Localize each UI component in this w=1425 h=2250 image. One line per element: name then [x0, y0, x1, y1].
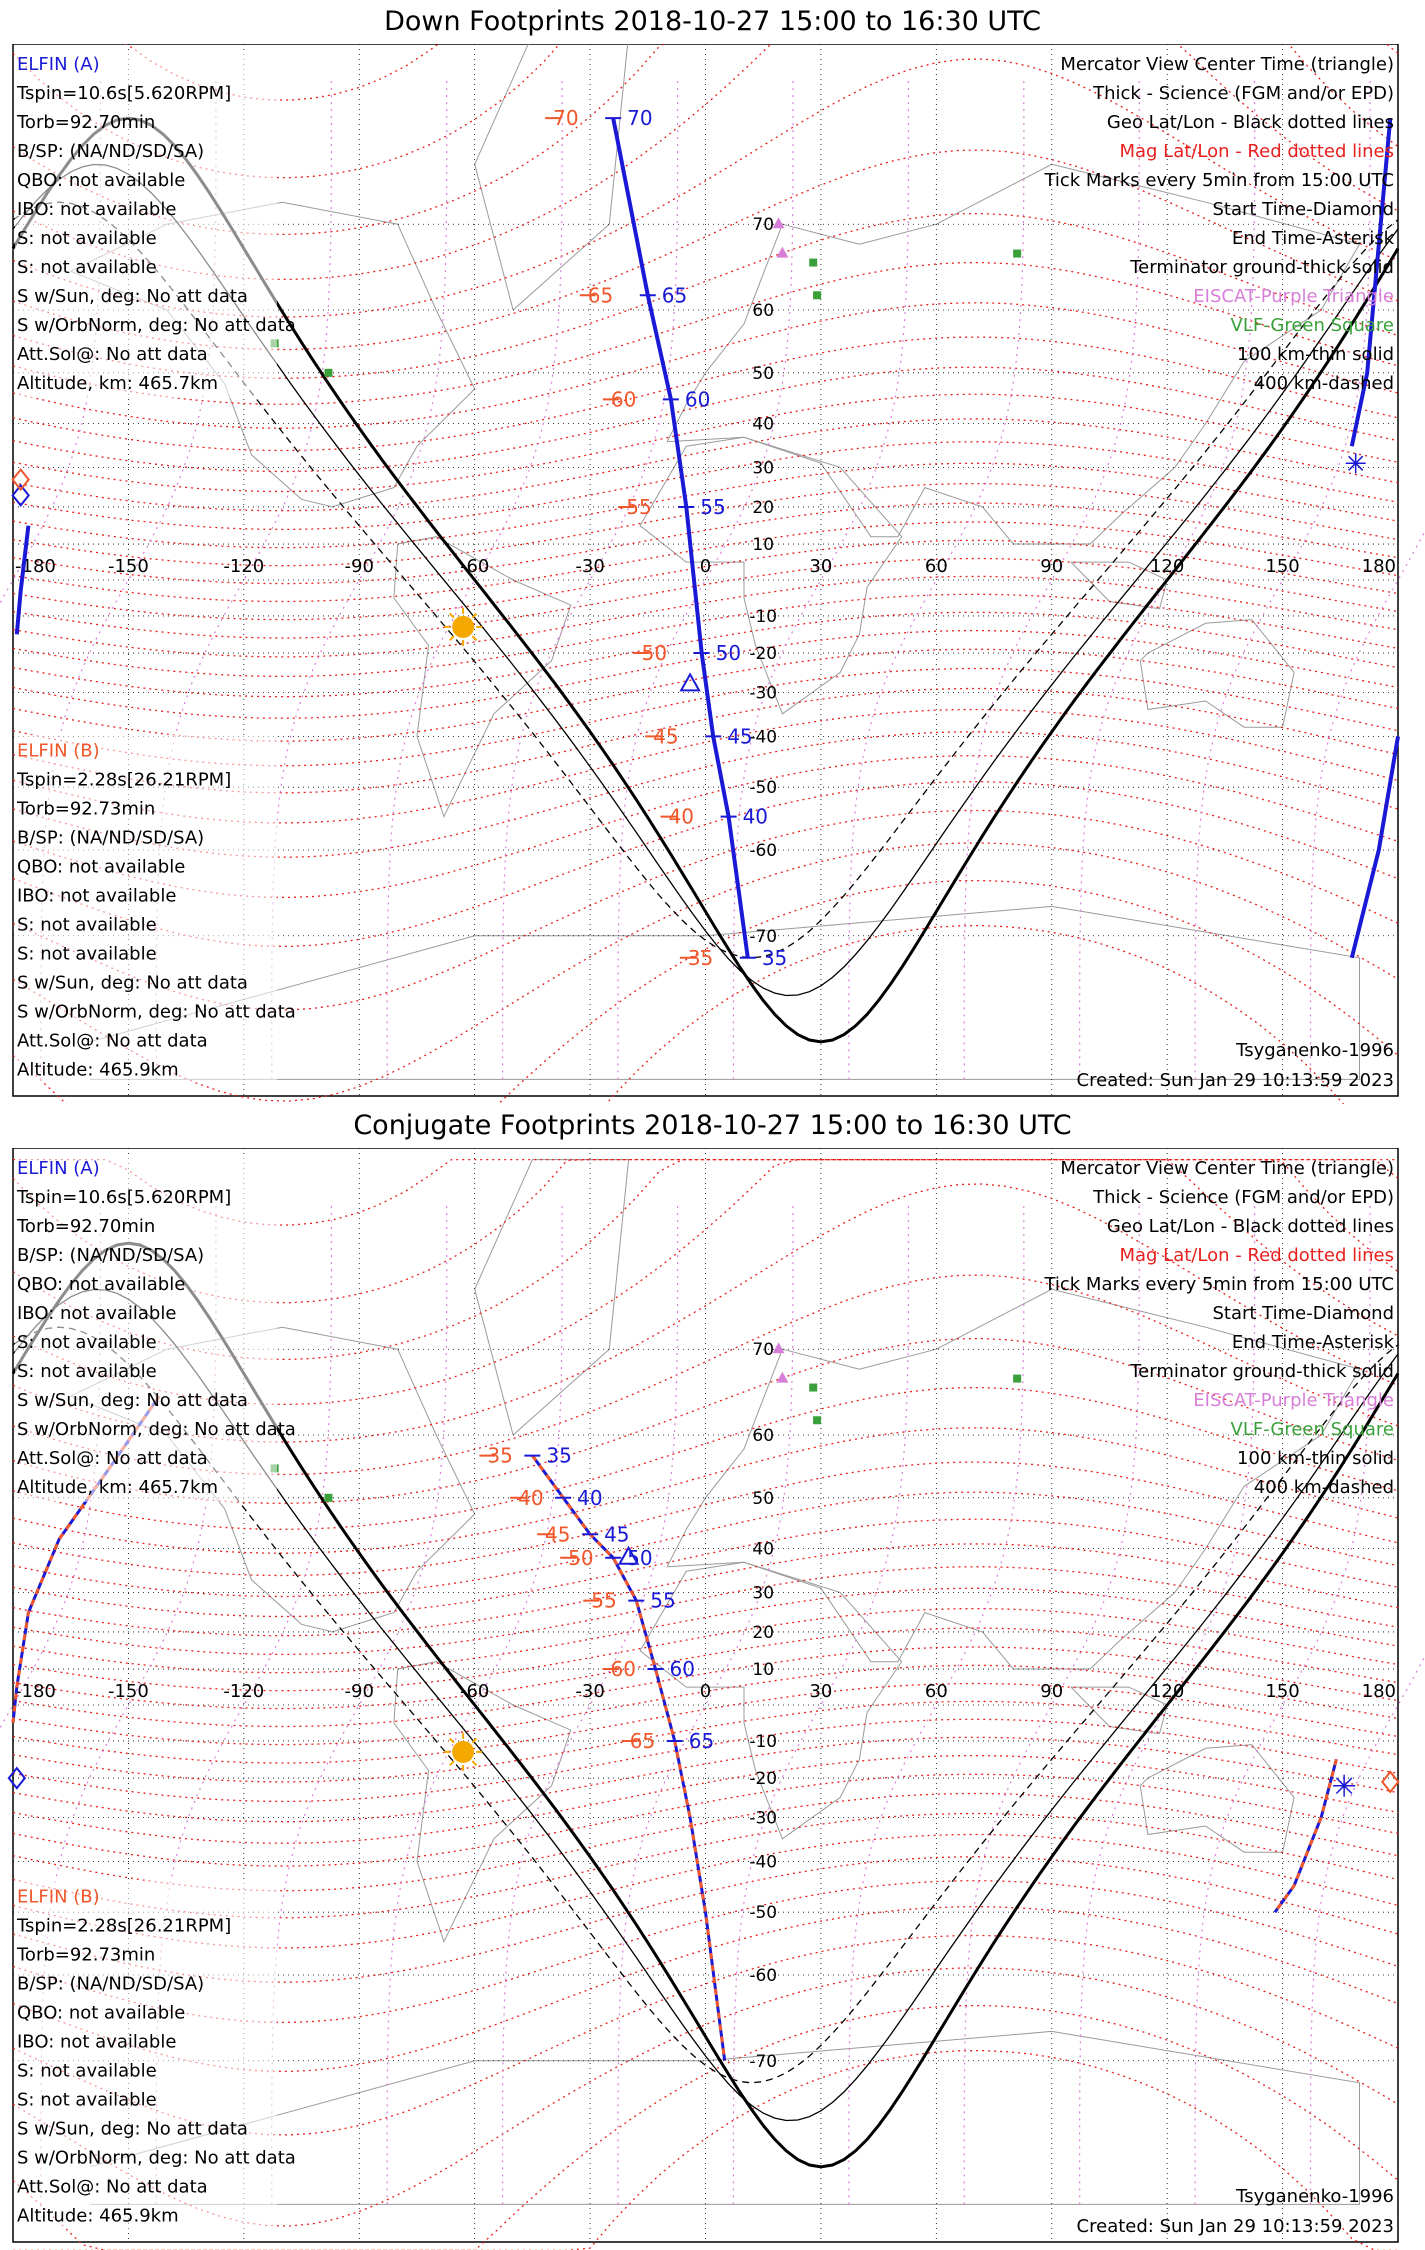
legend-entry: Tick Marks every 5min from 15:00 UTC	[1044, 170, 1394, 191]
lat-tick-label: -40	[749, 1852, 778, 1873]
lon-tick-label: 30	[809, 1681, 833, 1702]
track-a-tick-label: 70	[627, 106, 653, 131]
vlf-station-icon	[809, 259, 817, 267]
elfin-a-info-line: Altitude, km: 465.7km	[17, 373, 219, 394]
info-block-elfin-a	[15, 1154, 296, 1502]
info-block-elfin-b	[15, 735, 296, 1083]
lat-tick-label: -50	[749, 1903, 778, 1924]
legend-entry: Start Time-Diamond	[1212, 1303, 1394, 1324]
elfin-b-info-line: Torb=92.73min	[17, 1944, 156, 1966]
track-b-tick-label: 65	[587, 283, 614, 308]
lon-tick-label: -180	[15, 556, 56, 577]
elfin-a-info-line: Torb=92.70min	[17, 112, 156, 133]
track-b-tick-label: 60	[610, 387, 637, 412]
track-b-tick-label: 50	[641, 641, 668, 666]
elfin-b-info-line: S w/OrbNorm, deg: No att data	[17, 2147, 296, 2169]
track-a-tick-label: 50	[627, 1545, 653, 1570]
track-a-tick-label: 35	[761, 945, 788, 970]
lon-tick-label: 60	[924, 556, 948, 577]
lat-tick-label: -70	[749, 2051, 778, 2072]
lat-tick-label: -20	[749, 644, 778, 665]
sun-icon	[452, 1741, 474, 1763]
vlf-station-icon	[813, 291, 821, 299]
lon-tick-label: 30	[809, 556, 833, 577]
vlf-station-icon	[1013, 1375, 1021, 1383]
elfin-b-info-line: B/SP: (NA/ND/SD/SA)	[17, 827, 205, 849]
legend-entry: VLF-Green Square	[1230, 315, 1394, 336]
lon-tick-label: 0	[699, 1681, 712, 1702]
elfin-a-info-line: B/SP: (NA/ND/SD/SA)	[17, 141, 205, 162]
track-a-tick-label: 65	[688, 1728, 715, 1753]
created-timestamp: Created: Sun Jan 29 10:13:59 2023	[1076, 2216, 1394, 2237]
track-a-tick-label: 35	[546, 1443, 572, 1468]
vlf-station-icon	[809, 1384, 817, 1392]
lat-tick-label: 60	[752, 1426, 775, 1447]
elfin-a-info-line: QBO: not available	[17, 1274, 186, 1295]
track-b-tick-label: 65	[629, 1728, 656, 1753]
lat-tick-label: -10	[749, 606, 778, 627]
track-b-tick-label: 45	[653, 724, 679, 749]
elfin-a-info-line: QBO: not available	[17, 170, 186, 191]
lon-tick-label: 90	[1040, 556, 1064, 577]
track-a-tick-label: 40	[577, 1485, 603, 1510]
track-b-tick-label: 45	[545, 1522, 571, 1547]
track-a-tick-label: 45	[727, 724, 753, 749]
track-b-tick-label: 35	[487, 1443, 513, 1468]
lat-tick-label: -30	[749, 683, 778, 704]
lat-tick-label: 10	[752, 1660, 775, 1681]
elfin-a-info-line: S w/OrbNorm, deg: No att data	[17, 1419, 296, 1440]
lon-tick-label: 150	[1265, 1681, 1300, 1702]
legend-entry: 400 km-dashed	[1253, 373, 1394, 394]
track-b-tick-label: 50	[568, 1545, 594, 1570]
elfin-a-info-line: Altitude, km: 465.7km	[17, 1477, 219, 1498]
panel-title-down: Down Footprints 2018-10-27 15:00 to 16:30 UTC	[384, 6, 1041, 37]
lat-tick-label: -50	[749, 778, 778, 799]
panel-title-conjugate: Conjugate Footprints 2018-10-27 15:00 to 16:30 UTC	[353, 1110, 1072, 1141]
legend-entry: Terminator ground-thick solid	[1130, 1361, 1394, 1382]
lat-tick-label: 40	[752, 414, 775, 435]
legend-entry: Mag Lat/Lon - Red dotted lines	[1119, 1245, 1394, 1266]
elfin-a-info-line: S w/OrbNorm, deg: No att data	[17, 315, 296, 336]
legend-entry: 400 km-dashed	[1253, 1477, 1394, 1498]
track-b-tick-label: 40	[668, 804, 695, 829]
elfin-b-info-line: S: not available	[17, 2089, 157, 2111]
lat-tick-label: -10	[749, 1731, 778, 1752]
legend-entry: End Time-Asterisk	[1231, 1332, 1394, 1353]
elfin-b-info-line: Tspin=2.28s[26.21RPM]	[17, 769, 232, 791]
elfin-b-info-line: S: not available	[17, 914, 157, 936]
elfin-b-info-line: Altitude: 465.9km	[17, 1059, 179, 1081]
elfin-b-info-line: IBO: not available	[17, 2031, 177, 2053]
lat-tick-label: 40	[752, 1539, 775, 1560]
vlf-station-icon	[813, 1416, 821, 1424]
legend-entry: VLF-Green Square	[1230, 1419, 1394, 1440]
legend-entry: Geo Lat/Lon - Black dotted lines	[1106, 1216, 1394, 1237]
lon-tick-label: -120	[223, 556, 265, 577]
track-a-tick-label: 55	[650, 1588, 676, 1613]
lat-tick-label: 20	[752, 497, 775, 518]
legend-entry: Thick - Science (FGM and/or EPD)	[1093, 83, 1394, 104]
elfin-b-info-line: QBO: not available	[17, 856, 186, 878]
legend-entry: Start Time-Diamond	[1212, 199, 1394, 220]
lon-tick-label: -30	[575, 1681, 605, 1702]
elfin-b-info-line: S w/OrbNorm, deg: No att data	[17, 1001, 296, 1023]
elfin-b-info-line: B/SP: (NA/ND/SD/SA)	[17, 1973, 205, 1995]
lon-tick-label: 60	[924, 1681, 948, 1702]
elfin-b-label: ELFIN (B)	[17, 1886, 100, 1908]
legend-entry: 100 km-thin solid	[1237, 344, 1394, 365]
elfin-b-info-line: Att.Sol@: No att data	[17, 2176, 208, 2198]
lat-tick-label: -30	[749, 1808, 778, 1829]
sun-icon	[452, 616, 474, 638]
lat-tick-label: 10	[752, 535, 775, 556]
lon-tick-label: -30	[575, 556, 605, 577]
elfin-b-info-line: Tspin=2.28s[26.21RPM]	[17, 1915, 232, 1937]
lon-tick-label: -60	[459, 556, 490, 577]
legend-entry: EISCAT-Purple Triangle	[1193, 286, 1394, 307]
legend-entry: End Time-Asterisk	[1231, 228, 1394, 249]
lon-tick-label: -150	[107, 1681, 149, 1702]
elfin-a-info-line: IBO: not available	[17, 1303, 177, 1324]
lon-tick-label: -90	[344, 556, 374, 577]
elfin-b-info-line: Att.Sol@: No att data	[17, 1030, 208, 1052]
lat-tick-label: -60	[749, 1965, 778, 1986]
elfin-a-info-line: S: not available	[17, 228, 157, 249]
lon-tick-label: 90	[1040, 1681, 1064, 1702]
elfin-a-info-line: Tspin=10.6s[5.620RPM]	[17, 1187, 232, 1208]
elfin-a-info-line: S w/Sun, deg: No att data	[17, 286, 248, 307]
elfin-a-info-line: S: not available	[17, 1361, 157, 1382]
lat-tick-label: 70	[752, 1340, 775, 1361]
lon-tick-label: -180	[15, 1681, 56, 1702]
vlf-station-icon	[1013, 250, 1021, 258]
elfin-a-label: ELFIN (A)	[17, 54, 100, 75]
track-b-tick-label: 55	[626, 494, 652, 519]
track-a-tick-label: 60	[669, 1657, 695, 1682]
track-b-tick-label: 55	[591, 1588, 617, 1613]
lon-tick-label: -60	[459, 1681, 490, 1702]
legend-entry: Terminator ground-thick solid	[1130, 257, 1394, 278]
model-name: Tsyganenko-1996	[1236, 1040, 1394, 1061]
lat-tick-label: 50	[752, 1488, 775, 1509]
model-name: Tsyganenko-1996	[1236, 2186, 1394, 2207]
track-b-tick-label: 60	[610, 1657, 636, 1682]
elfin-b-info-line: S: not available	[17, 2060, 157, 2082]
lon-tick-label: 120	[1149, 556, 1185, 577]
elfin-b-info-line: Torb=92.73min	[17, 798, 156, 820]
elfin-a-info-line: Att.Sol@: No att data	[17, 344, 208, 365]
lat-tick-label: 60	[752, 301, 775, 322]
lat-tick-label: -70	[749, 926, 778, 947]
track-a-tick-label: 45	[604, 1522, 630, 1547]
elfin-a-info-line: Torb=92.70min	[17, 1216, 156, 1237]
legend-entry: Mercator View Center Time (triangle)	[1060, 54, 1394, 75]
legend-entry: Thick - Science (FGM and/or EPD)	[1093, 1187, 1394, 1208]
created-timestamp: Created: Sun Jan 29 10:13:59 2023	[1076, 1070, 1394, 1091]
track-a-tick-label: 50	[715, 641, 742, 666]
vlf-station-icon	[324, 1494, 332, 1502]
lat-tick-label: 50	[752, 363, 775, 384]
track-b-tick-label: 35	[687, 945, 714, 970]
elfin-b-info-line: S: not available	[17, 943, 157, 965]
lon-tick-label: -150	[107, 556, 149, 577]
elfin-b-info-line: S w/Sun, deg: No att data	[17, 2118, 248, 2140]
map-down-footprints	[0, 44, 1425, 1104]
elfin-b-info-line: QBO: not available	[17, 2002, 186, 2024]
lat-tick-label: -60	[749, 840, 778, 861]
legend-entry: Mercator View Center Time (triangle)	[1060, 1158, 1394, 1179]
lon-tick-label: -90	[344, 1681, 374, 1702]
info-block-elfin-b	[15, 1881, 296, 2229]
lat-tick-label: -20	[749, 1769, 778, 1790]
info-block-elfin-a	[15, 50, 296, 398]
elfin-a-label: ELFIN (A)	[17, 1158, 100, 1179]
elfin-a-info-line: B/SP: (NA/ND/SD/SA)	[17, 1245, 205, 1266]
track-a-tick-label: 60	[684, 387, 711, 412]
legend-entry: 100 km-thin solid	[1237, 1448, 1394, 1469]
legend-entry: Geo Lat/Lon - Black dotted lines	[1106, 112, 1394, 133]
elfin-b-label: ELFIN (B)	[17, 740, 100, 762]
track-a-tick-label: 55	[700, 494, 726, 519]
lat-tick-label: 20	[752, 1622, 775, 1643]
lat-tick-label: 70	[752, 215, 775, 236]
lon-tick-label: 180	[1361, 556, 1396, 577]
track-b-tick-label: 40	[518, 1485, 544, 1510]
lat-tick-label: 30	[752, 1583, 775, 1604]
legend-entry: Tick Marks every 5min from 15:00 UTC	[1044, 1274, 1394, 1295]
elfin-b-info-line: S w/Sun, deg: No att data	[17, 972, 248, 994]
elfin-a-info-line: IBO: not available	[17, 199, 177, 220]
legend-entry: Mag Lat/Lon - Red dotted lines	[1119, 141, 1394, 162]
elfin-a-info-line: S w/Sun, deg: No att data	[17, 1390, 248, 1411]
elfin-a-info-line: S: not available	[17, 1332, 157, 1353]
elfin-a-info-line: S: not available	[17, 257, 157, 278]
track-a-tick-label: 65	[661, 283, 688, 308]
elfin-a-info-line: Tspin=10.6s[5.620RPM]	[17, 83, 232, 104]
elfin-b-info-line: Altitude: 465.9km	[17, 2205, 179, 2227]
lon-tick-label: 0	[699, 556, 712, 577]
lat-tick-label: -40	[749, 727, 778, 748]
vlf-station-icon	[324, 369, 332, 377]
legend-entry: EISCAT-Purple Triangle	[1193, 1390, 1394, 1411]
track-b-tick-label: 70	[553, 106, 579, 131]
elfin-a-info-line: Att.Sol@: No att data	[17, 1448, 208, 1469]
lat-tick-label: 30	[752, 458, 775, 479]
track-a-tick-label: 40	[742, 804, 769, 829]
lon-tick-label: 150	[1265, 556, 1300, 577]
lon-tick-label: -120	[223, 1681, 265, 1702]
lon-tick-label: 180	[1361, 1681, 1396, 1702]
lon-tick-label: 120	[1149, 1681, 1185, 1702]
map-conjugate-footprints	[0, 1148, 1425, 2250]
elfin-b-info-line: IBO: not available	[17, 885, 177, 907]
